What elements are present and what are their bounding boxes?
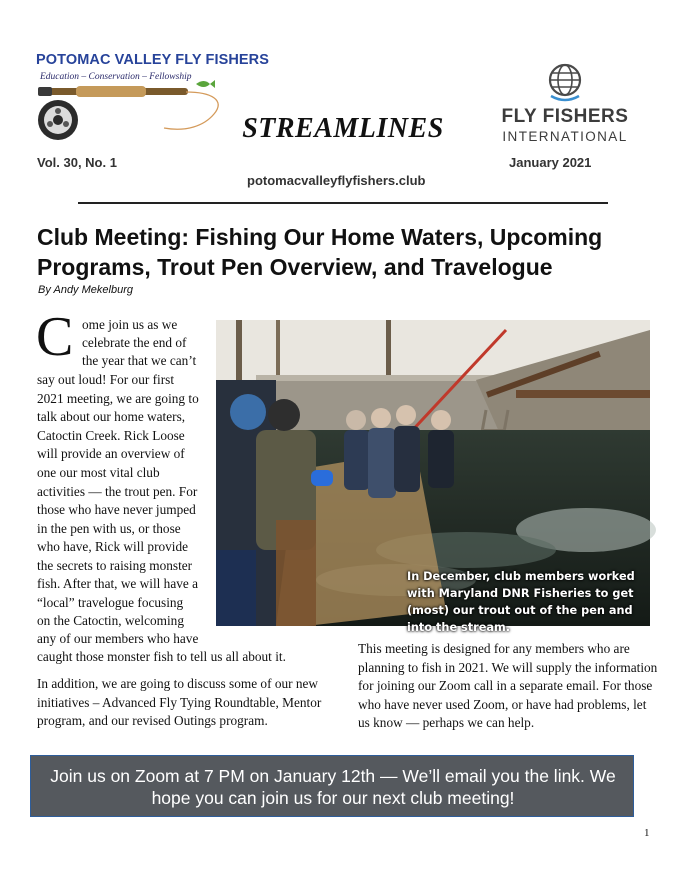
partner-logo-subtitle: INTERNATIONAL <box>502 129 628 144</box>
club-logo-motto: Education – Conservation – Fellowship <box>40 72 192 82</box>
paragraph-line: activities — the trout pen. For <box>37 484 198 499</box>
paragraph-line: ome join us as we <box>82 317 178 332</box>
paragraph-line: the year that we can’t <box>82 353 197 368</box>
article-paragraph-2: In addition, we are going to discuss some of our new initiatives – Advanced Fly Tying Roundtable, Mentor program, and our revised Outings program. <box>37 676 322 729</box>
issue-date: January 2021 <box>509 155 592 170</box>
paragraph-line: those who have never jumped <box>37 502 196 517</box>
partner-logo <box>495 62 635 152</box>
paragraph-line: fish. After that, we will have a <box>37 576 198 591</box>
zoom-announcement-banner <box>30 755 634 817</box>
paragraph-line: who have, Rick will provide <box>37 539 189 554</box>
globe-icon <box>547 62 583 102</box>
paragraph-line: in the pen with us, or those <box>37 521 181 536</box>
banner-text: Join us on Zoom at 7 PM on January 12th — We’ll email you the link. We hope you can join us for our next club meeting! <box>50 766 616 808</box>
header-divider <box>78 202 608 204</box>
page-number: 1 <box>644 827 650 839</box>
paragraph-line: “local” travelogue focusing <box>37 595 184 610</box>
paragraph-line: caught those monster fish to tell us all about it. <box>37 649 286 664</box>
paragraph-line: one our most vital club <box>37 465 160 480</box>
newsletter-masthead: STREAMLINES <box>242 113 444 144</box>
club-logo-name: POTOMAC VALLEY FLY FISHERS <box>36 52 270 68</box>
drop-cap: C <box>36 306 74 368</box>
paragraph-line: Catoctin Creek. Rick Loose <box>37 428 185 443</box>
paragraph-line: will provide an overview of <box>37 446 185 461</box>
article-headline: Club Meeting: Fishing Our Home Waters, Upcoming Programs, Trout Pen Overview, and Travelogue <box>37 224 603 280</box>
paragraph-line: on the Catoctin, welcoming <box>37 613 184 628</box>
paragraph-line: talk about our home waters, <box>37 409 186 424</box>
paragraph-line: any of our members who have <box>37 631 199 646</box>
trout-pen-photo <box>216 320 650 634</box>
photo-caption: In December, club members worked with Maryland DNR Fisheries to get (most) our trout out of the pen and into the stream. <box>407 570 635 634</box>
club-website: potomacvalleyflyfishers.club <box>247 173 426 188</box>
paragraph-line: the secrets to raising monster <box>37 558 193 573</box>
partner-logo-name: FLY FISHERS <box>501 106 629 127</box>
fly-reel-icon <box>36 80 236 144</box>
article-paragraph-3: This meeting is designed for any members who are planning to fish in 2021. We will supply the information for joining our Zoom call in a separate email. For those who have never used Zoom, or have had problems, let us know — perhaps we can help. <box>358 641 658 731</box>
volume-number: Vol. 30, No. 1 <box>37 155 117 170</box>
paragraph-line: say out loud! For our first <box>37 372 175 387</box>
article-byline: By Andy Mekelburg <box>38 284 133 296</box>
leaping-fish-icon <box>196 80 215 88</box>
paragraph-line: celebrate the end of <box>82 335 187 350</box>
club-logo <box>36 50 270 144</box>
paragraph-line: 2021 meeting, we are going to <box>37 391 199 406</box>
